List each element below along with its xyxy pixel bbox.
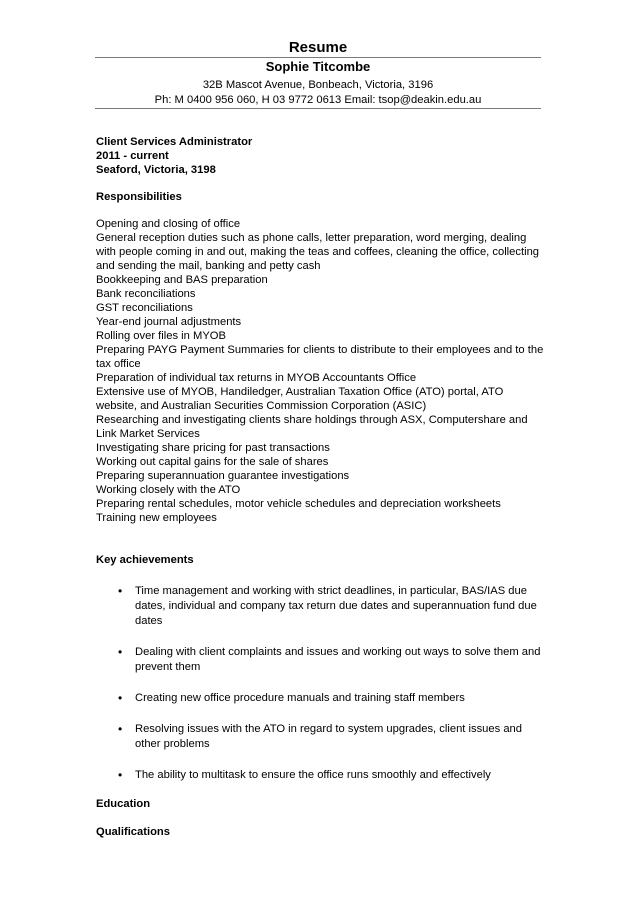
achievement-item [96,691,546,706]
achievement-text: Dealing with client complaints and issues and working out ways to solve them and prevent them [135,646,541,673]
responsibility-item: Extensive use of MYOB, Handiledger, Australian Taxation Office (ATO) portal, ATO website, and Australian Securities Commission Corporation (ASIC) [96,386,504,412]
key-achievements-heading: Key achievements [96,554,194,566]
bullet-icon: • [118,722,123,736]
achievement-item [96,722,546,752]
candidate-contact: Ph: M 0400 956 060, H 03 9772 0613 Email: tsop@deakin.edu.au [154,94,482,106]
responsibility-item: General reception duties such as phone calls, letter preparation, word merging, dealing with people coming in and out, making the teas and coffees, cleaning the office, collecting and sending the mail, banking and petty cash [96,232,540,272]
header-bottom-rule [95,108,541,109]
achievement-text: Resolving issues with the ATO in regard to system upgrades, client issues and other problems [135,723,522,750]
responsibilities-heading: Responsibilities [96,191,182,203]
header-top-rule [95,57,541,58]
resume-header [95,39,541,109]
achievements-list [96,584,546,783]
achievement-item [96,584,546,629]
bullet-icon: • [118,584,123,598]
responsibility-item: Preparing superannuation guarantee investigations [96,470,350,482]
achievement-item [96,645,546,675]
responsibility-item: Rolling over files in MYOB [96,330,226,342]
education-heading: Education [96,798,151,810]
achievement-text: The ability to multitask to ensure the office runs smoothly and effectively [135,769,491,781]
responsibility-item: Working out capital gains for the sale of shares [96,456,329,468]
job-period: 2011 - current [96,150,169,162]
responsibility-item: Year-end journal adjustments [96,316,242,328]
document-title: Resume [288,39,348,56]
responsibility-item: Opening and closing of office [96,218,241,230]
responsibility-item: Bookkeeping and BAS preparation [96,274,268,286]
bullet-icon: • [118,645,123,659]
responsibility-item: Preparing PAYG Payment Summaries for clients to distribute to their employees and to the tax office [96,344,544,370]
job-location: Seaford, Victoria, 3198 [96,164,216,176]
candidate-name: Sophie Titcombe [265,59,371,74]
responsibility-item: Training new employees [96,512,217,524]
resume-body [96,135,546,839]
bullet-icon: • [118,768,123,782]
responsibilities-list [96,217,546,525]
responsibility-item: Preparing rental schedules, motor vehicle schedules and depreciation worksheets [96,498,501,510]
candidate-address: 32B Mascot Avenue, Bonbeach, Victoria, 3196 [202,79,434,91]
job-title: Client Services Administrator [96,136,253,148]
responsibility-item: Investigating share pricing for past transactions [96,442,330,454]
achievement-item [96,768,546,783]
responsibility-item: Bank reconciliations [96,288,196,300]
achievement-text: Time management and working with strict deadlines, in particular, BAS/IAS due dates, individual and company tax return due dates and superannuation fund due dates [135,585,537,627]
responsibility-item: Preparation of individual tax returns in MYOB Accountants Office [96,372,417,384]
responsibility-item: GST reconciliations [96,302,193,314]
bullet-icon: • [118,691,123,705]
achievement-text: Creating new office procedure manuals and training staff members [135,692,465,704]
qualifications-heading: Qualifications [96,826,170,838]
responsibility-item: Researching and investigating clients share holdings through ASX, Computershare and Link Market Services [96,414,528,440]
responsibility-item: Working closely with the ATO [96,484,241,496]
